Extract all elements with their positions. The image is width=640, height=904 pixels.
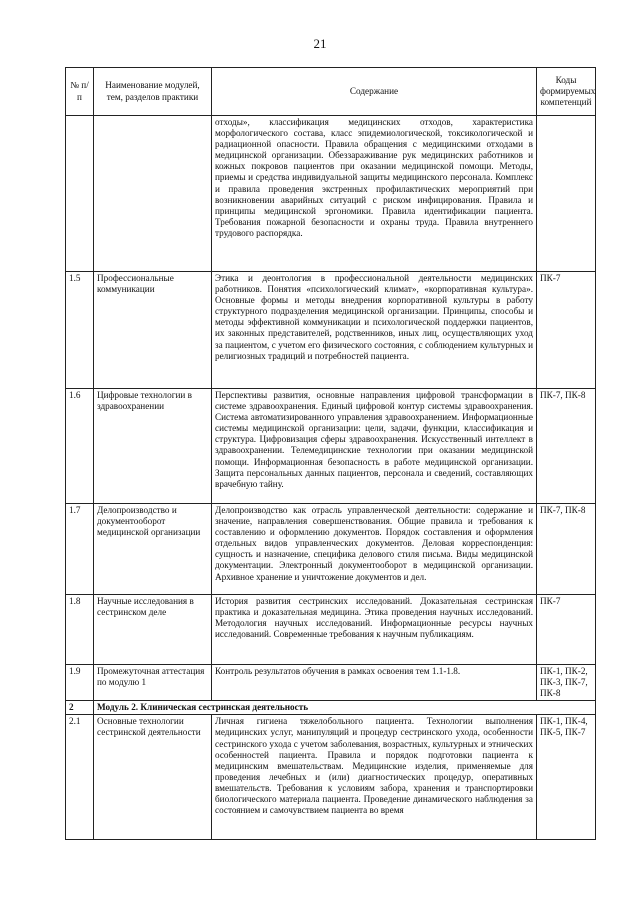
row-name: Делопроизводство и документооборот медицинской организации [94, 504, 212, 595]
row-num [66, 116, 94, 272]
row-name [94, 116, 212, 272]
header-content: Содержание [212, 68, 537, 116]
header-codes: Коды формируемых компетенций [537, 68, 596, 116]
row-codes [537, 116, 596, 272]
row-num: 1.5 [66, 272, 94, 389]
row-codes: ПК-1, ПК-2, ПК-3, ПК-7, ПК-8 [537, 665, 596, 701]
row-name: Промежуточная аттестация по модулю 1 [94, 665, 212, 701]
row-content: Перспективы развития, основные направления цифровой трансформации в системе здравоохранения. Единый цифровой контур системы здравоохранения. Система автоматизированного управления здравоохранением. Информационные системы медицинской организации: цели, задачи, функции, классификация и структура. Цифровизация сферы здравоохранения. Искусственный интеллект в здравоохранении. Телемедицинские технологии при оказании медицинской помощи. Информационная безопасность в работе медицинской организации. Защита персональных данных пациентов, персонала и сведений, составляющих врачебную тайну. [212, 389, 537, 504]
row-codes: ПК-7 [537, 595, 596, 665]
row-codes: ПК-7, ПК-8 [537, 389, 596, 504]
row-content: отходы», классификация медицинских отходов, характеристика морфологического состава, класс эпидемиологической, токсикологической и радиационной опасности. Правила обращения с медицинскими отходами в медицинской организации. Обеззараживание рук медицинских работников и кожных покровов пациентов при оказании медицинской помощи. Методы, приемы и средства индивидуальной защиты медицинского персонала. Комплекс и правила проведения экстренных профилактических мероприятий при возникновении аварийных ситуаций с риском инфицирования. Правила и принципы медицинской эргономики. Правила идентификации пациента. Требования пожарной безопасности и охраны труда. Правила внутреннего трудового распорядка. [212, 116, 537, 272]
table-row [66, 272, 596, 389]
page-number: 21 [313, 36, 327, 51]
header-num: № п/п [66, 68, 94, 116]
module-num: 2 [66, 701, 94, 715]
curriculum-table [65, 67, 596, 840]
module-title: Модуль 2. Клиническая сестринская деятельность [94, 701, 596, 715]
module-heading-row [66, 701, 596, 715]
row-codes: ПК-1, ПК-4, ПК-5, ПК-7 [537, 715, 596, 840]
row-codes: ПК-7 [537, 272, 596, 389]
table-row [66, 665, 596, 701]
row-content: Контроль результатов обучения в рамках освоения тем 1.1-1.8. [212, 665, 537, 701]
header-name: Наименование модулей, тем, разделов практики [94, 68, 212, 116]
table-row [66, 389, 596, 504]
row-num: 2.1 [66, 715, 94, 840]
row-num: 1.9 [66, 665, 94, 701]
row-num: 1.8 [66, 595, 94, 665]
row-content: Этика и деонтология в профессиональной деятельности медицинских работников. Понятия «психологический климат», «корпоративная культура». Основные формы и методы внедрения корпоративной культуры в работу структурного подразделения медицинской организации. Принципы, способы и методы эффективной коммуникации и психологической поддержки пациентов, их законных представителей, родственников, иных лиц, осуществляющих уход за пациентом, с учетом его физического состояния, с соблюдением культурных и религиозных традиций и потребностей пациента. [212, 272, 537, 389]
row-num: 1.7 [66, 504, 94, 595]
table-row [66, 715, 596, 840]
table-row [66, 595, 596, 665]
row-name: Цифровые технологии в здравоохранении [94, 389, 212, 504]
row-name: Основные технологии сестринской деятельности [94, 715, 212, 840]
table-row [66, 504, 596, 595]
row-name: Научные исследования в сестринском деле [94, 595, 212, 665]
row-content: Делопроизводство как отрасль управленческой деятельности: содержание и значение, направления совершенствования. Общие правила и требования к составлению и оформлению документов. Порядок составления и оформления отдельных видов управленческих документов. Деловая корреспонденция: сущность и назначение, специфика делового стиля письма. Виды медицинской документации. Электронный документооборот в медицинской организации. Архивное хранение и уничтожение документов и дел. [212, 504, 537, 595]
row-content: История развития сестринских исследований. Доказательная сестринская практика и доказательная медицина. Этика проведения научных исследований. Методология научных исследований. Информационные ресурсы научных исследований. Современные требования к научным публикациям. [212, 595, 537, 665]
table-row [66, 116, 596, 272]
row-codes: ПК-7, ПК-8 [537, 504, 596, 595]
row-num: 1.6 [66, 389, 94, 504]
row-content: Личная гигиена тяжелобольного пациента. Технологии выполнения медицинских услуг, манипуляций и процедур сестринского ухода, особенности сестринского ухода с учетом заболевания, возрастных, культурных и этнических особенностей пациента. Правила и порядок подготовки пациента к медицинским вмешательствам. Медицинские изделия, применяемые для проведения лечебных и (или) диагностических процедур, оперативных вмешательств. Требования к условиям забора, хранения и транспортировки биологического материала пациента. Проведение динамического наблюдения за состоянием и самочувствием пациента во время [212, 715, 537, 840]
row-name: Профессиональные коммуникации [94, 272, 212, 389]
table-header-row [66, 68, 596, 116]
